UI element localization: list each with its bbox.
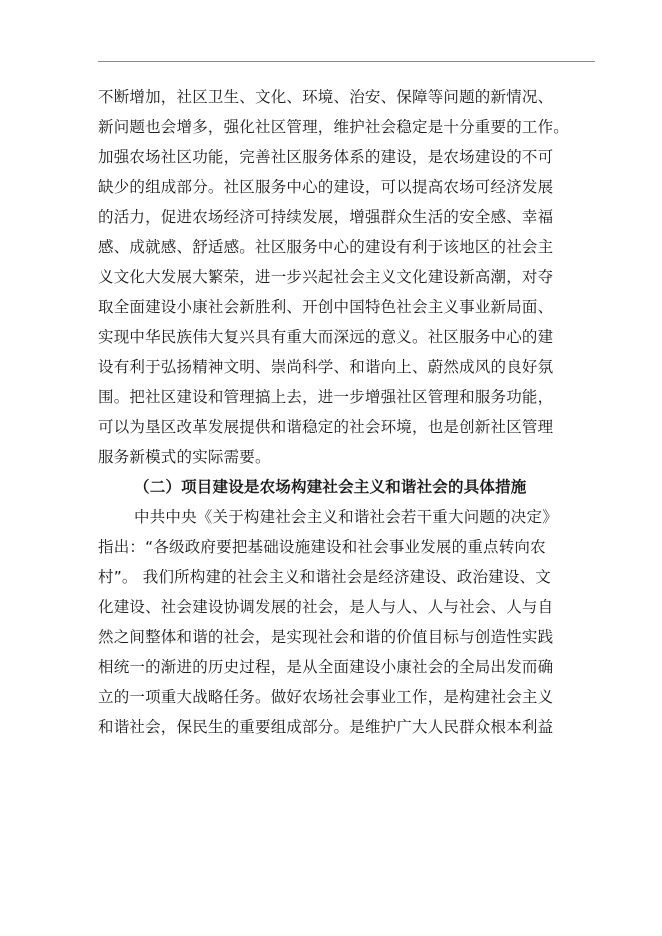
paragraph-2-line: 相统一的渐进的历史过程，是从全面建设小康社会的全局出发而确	[98, 658, 554, 676]
paragraph-1-line: 取全面建设小康社会新胜利、开创中国特色社会主义事业新局面、	[98, 298, 554, 316]
paragraph-1	[98, 82, 598, 472]
paragraph-1-line: 实现中华民族伟大复兴具有重大而深远的意义。社区服务中心的建	[98, 328, 554, 346]
paragraph-1-line: 加强农场社区功能，完善社区服务体系的建设，是农场建设的不可	[98, 148, 554, 166]
paragraph-2-line: 立的一项重大战略任务。做好农场社会事业工作，是构建社会主义	[98, 688, 554, 706]
paragraph-1-line: 缺少的组成部分。社区服务中心的建设，可以提高农场可经济发展	[98, 178, 554, 196]
paragraph-1-line: 不断增加，社区卫生、文化、环境、治安、保障等问题的新情况、	[98, 88, 554, 106]
paragraph-2-line: 指出：“各级政府要把基础设施建设和社会事业发展的重点转向农	[98, 538, 546, 556]
section-heading: （二）项目建设是农场构建社会主义和谐社会的具体措施	[134, 478, 527, 496]
document-body	[98, 82, 598, 742]
paragraph-1-line: 新问题也会增多，强化社区管理，维护社会稳定是十分重要的工作。	[98, 118, 570, 136]
paragraph-1-line: 感、成就感、舒适感。社区服务中心的建设有利于该地区的社会主	[98, 238, 554, 256]
paragraph-1-line: 可以为垦区改革发展提供和谐稳定的社会环境，也是创新社区管理	[98, 418, 554, 436]
paragraph-2-line: 和谐社会，保民生的重要组成部分。是维护广大人民群众根本利益	[98, 718, 554, 736]
paragraph-1-line: 义文化大发展大繁荣，进一步兴起社会主义文化建设新高潮，对夺	[98, 268, 554, 286]
paragraph-1-line: 服务新模式的实际需要。	[98, 448, 271, 466]
paragraph-1-line: 设有利于弘扬精神文明、崇尚科学、和谐向上、蔚然成风的良好氛	[98, 358, 554, 376]
paragraph-1-line: 围。把社区建设和管理搞上去，进一步增强社区管理和服务功能，	[98, 388, 554, 406]
paragraph-2-line: 中共中央《关于构建社会主义和谐社会若干重大问题的决定》	[134, 508, 558, 526]
paragraph-2-line: 化建设、社会建设协调发展的社会，是人与人、人与社会、人与自	[98, 598, 554, 616]
paragraph-2-line: 然之间整体和谐的社会，是实现社会和谐的价值目标与创造性实践	[98, 628, 554, 646]
paragraph-2	[98, 502, 598, 742]
paragraph-2-line: 村”。 我们所构建的社会主义和谐社会是经济建设、政治建设、文	[98, 568, 551, 586]
header-rule	[98, 61, 595, 62]
paragraph-1-line: 的活力，促进农场经济可持续发展，增强群众生活的安全感、幸福	[98, 208, 554, 226]
